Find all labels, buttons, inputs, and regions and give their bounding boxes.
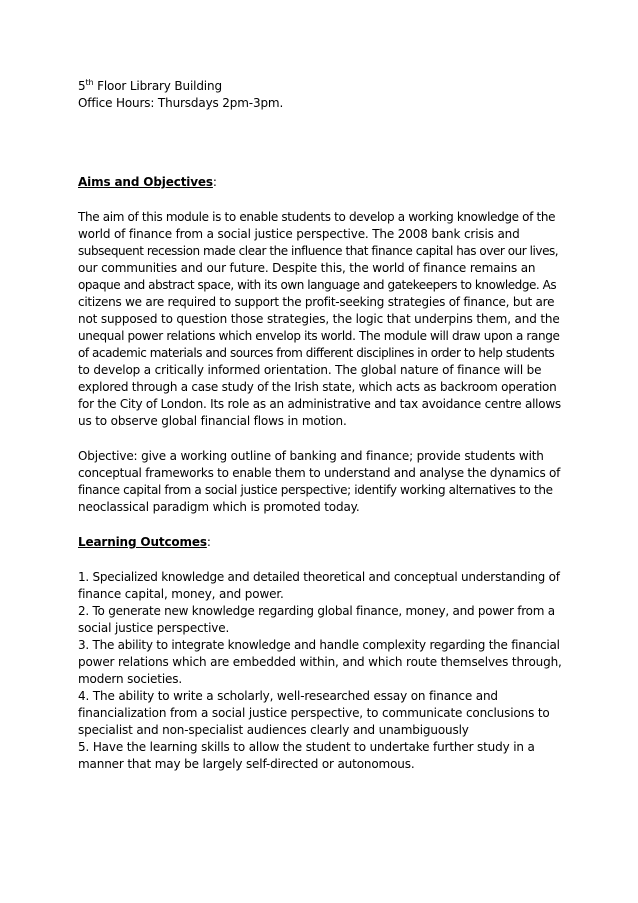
floor-superscript: th <box>85 78 94 87</box>
objective-line: Objective: give a working outline of banking and finance; provide students with <box>78 449 544 463</box>
address-line <box>78 78 562 95</box>
list-item <box>78 569 562 603</box>
office-hours: Office Hours: Thursdays 2pm-3pm. <box>78 96 284 110</box>
objective-line: finance capital from a social justice perspective; identify working alternatives to the <box>78 483 553 497</box>
outcome-line: 5. Have the learning skills to allow the student to undertake further study in a <box>78 740 535 754</box>
list-item <box>78 637 562 688</box>
paragraph-line: subsequent recession made clear the influence that finance capital has over our lives, <box>78 244 559 258</box>
objective-paragraph <box>78 448 562 516</box>
paragraph-line: world of finance from a social justice perspective. The 2008 bank crisis and <box>78 227 520 241</box>
list-item <box>78 603 562 637</box>
aims-heading-colon: : <box>212 175 217 189</box>
outcome-line: finance capital, money, and power. <box>78 587 284 601</box>
objective-line: conceptual frameworks to enable them to understand and analyse the dynamics of <box>78 466 561 480</box>
outcome-line: specialist and non-specialist audiences clearly and unambiguously <box>78 723 469 737</box>
address-text: Floor Library Building <box>93 79 222 93</box>
outcome-line: power relations which are embedded within, and which route themselves through, <box>78 655 562 669</box>
outcomes-heading-line <box>78 534 562 551</box>
outcome-line: 1. Specialized knowledge and detailed theoretical and conceptual understanding of <box>78 570 560 584</box>
outcomes-heading: Learning Outcomes <box>78 535 207 549</box>
paragraph-line: opaque and abstract space, with its own language and gatekeepers to knowledge. As <box>78 278 557 292</box>
outcome-line: manner that may be largely self-directed or autonomous. <box>78 757 415 771</box>
outcome-line: 3. The ability to integrate knowledge and handle complexity regarding the financial <box>78 638 560 652</box>
outcome-line: social justice perspective. <box>78 621 230 635</box>
list-item <box>78 688 562 739</box>
paragraph-line: citizens we are required to support the profit-seeking strategies of finance, but are <box>78 295 555 309</box>
outcome-line: financialization from a social justice perspective, to communicate conclusions to <box>78 706 550 720</box>
floor-number: 5 <box>78 79 86 93</box>
outcomes-list <box>78 569 562 773</box>
paragraph-line: for the City of London. Its role as an administrative and tax avoidance centre allows <box>78 397 561 411</box>
list-item <box>78 739 562 773</box>
paragraph-line: The aim of this module is to enable students to develop a working knowledge of the <box>78 210 556 224</box>
outcome-line: 2. To generate new knowledge regarding global finance, money, and power from a <box>78 604 555 618</box>
paragraph-line: of academic materials and sources from different disciplines in order to help students <box>78 346 555 360</box>
outcome-line: 4. The ability to write a scholarly, well-researched essay on finance and <box>78 689 498 703</box>
aims-heading: Aims and Objectives <box>78 175 213 189</box>
aims-paragraph <box>78 209 562 430</box>
document-body <box>78 78 562 773</box>
outcomes-heading-colon: : <box>206 535 211 549</box>
aims-heading-line <box>78 174 562 191</box>
paragraph-line: to develop a critically informed orientation. The global nature of finance will be <box>78 363 542 377</box>
paragraph-line: our communities and our future. Despite this, the world of finance remains an <box>78 261 536 275</box>
paragraph-line: unequal power relations which envelop its world. The module will draw upon a range <box>78 329 560 343</box>
paragraph-line: not supposed to question those strategies, the logic that underpins them, and the <box>78 312 560 326</box>
outcome-line: modern societies. <box>78 672 183 686</box>
objective-line: neoclassical paradigm which is promoted today. <box>78 500 360 514</box>
paragraph-line: us to observe global financial flows in motion. <box>78 414 347 428</box>
paragraph-line: explored through a case study of the Irish state, which acts as backroom operation <box>78 380 557 394</box>
